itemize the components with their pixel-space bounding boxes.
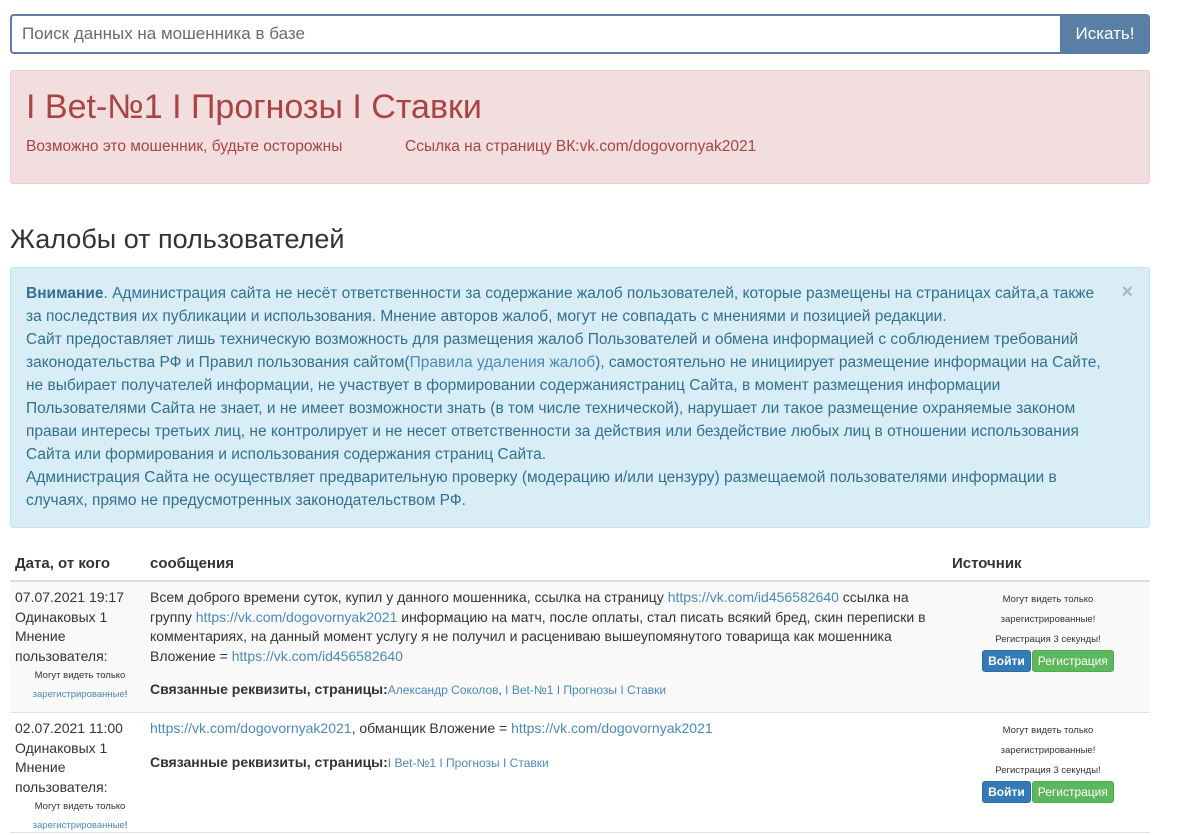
scam-warning: Возможно это мошенник, будьте осторожны <box>26 138 343 155</box>
notice-text-1: . Администрация сайта не несёт ответственности за содержание жалоб пользователей, которые размещены на страницах сайта,а также за последствия их публикации и использования. Мнение авторов жалоб, могут не совпадать с мнениями и позицией редакции. <box>26 285 1095 325</box>
row-meta <box>15 588 145 704</box>
linked-label: Связанные реквизиты, страницы: <box>150 681 388 697</box>
login-button[interactable]: Войти <box>982 650 1031 672</box>
notice-paragraph-1 <box>26 282 1109 328</box>
message-text <box>150 588 945 666</box>
login-button[interactable]: Войти <box>982 781 1031 803</box>
source-text: зарегистрированные! <box>1000 614 1096 625</box>
table-row <box>10 582 1150 713</box>
message-link[interactable]: https://vk.com/id456582640 <box>667 589 839 605</box>
notice-paragraph-2 <box>26 328 1109 466</box>
source-text: Могут видеть только <box>1002 725 1094 736</box>
table-header <box>10 548 1150 582</box>
notice-bold-lead: Внимание <box>26 285 104 302</box>
search-bar <box>10 14 1150 54</box>
row-source <box>982 590 1114 672</box>
registered-link[interactable]: зарегистрированные <box>32 689 125 700</box>
row-message <box>150 588 945 701</box>
row-hidden-notice <box>15 797 145 835</box>
row-source <box>982 721 1114 803</box>
row-date: 02.07.2021 11:00 <box>15 720 123 736</box>
header-messages: сообщения <box>150 555 234 572</box>
linked-link[interactable]: I Bet-№1 I Прогнозы I Ставки <box>505 683 667 697</box>
msg-part: ссылка на группу <box>150 589 909 625</box>
vk-link[interactable]: vk.com/dogovornyak2021 <box>579 138 757 155</box>
source-text: Регистрация 3 секунды! <box>995 634 1101 645</box>
complaints-table <box>10 548 1150 833</box>
hidden-text: Могут видеть только <box>34 801 126 812</box>
source-text: Могут видеть только <box>1002 594 1094 605</box>
linked-link[interactable]: Александр Соколов <box>387 683 499 697</box>
message-link[interactable]: https://vk.com/dogovornyak2021 <box>150 720 352 736</box>
search-button[interactable]: Искать! <box>1060 14 1150 54</box>
vk-label: Ссылка на страницу ВК: <box>405 138 580 155</box>
hidden-excl: ! <box>124 820 128 831</box>
register-button[interactable]: Регистрация <box>1032 650 1114 672</box>
source-text: зарегистрированные! <box>1000 745 1096 756</box>
message-link[interactable]: https://vk.com/id456582640 <box>231 647 403 664</box>
header-date: Дата, от кого <box>15 555 111 572</box>
close-icon[interactable]: × <box>1121 281 1133 303</box>
notice-text-2b: ), самостоятельно не инициирует размещение информации на Сайте, не выбирает получателей информации, не участвует в формировании содержаниястраниц Сайта, в момент размещения информации Пользователями Сайта не знает, и не имеет возможности знать (в том числе технической), нарушает ли такое размещение охраняемые законом праваи интересы третьих лиц, не контролирует и не несет ответственности за действия или бездействие любых лиц в отношении использования Сайта или формирования и использования содержания страниц Сайта. <box>26 354 1101 463</box>
linked-label: Связанные реквизиты, страницы: <box>150 753 388 770</box>
auth-buttons <box>982 781 1114 803</box>
linked-sep: , <box>498 683 506 697</box>
row-message <box>150 719 945 773</box>
section-title: Жалобы от пользователей <box>10 224 345 254</box>
notice-alert <box>10 267 1150 528</box>
message-link[interactable]: https://vk.com/dogovornyak2021 <box>511 720 713 736</box>
msg-part: Всем доброго времени суток, купил у данного мошенника, ссылка на страницу <box>150 589 668 605</box>
linked-link[interactable]: I Bet-№1 I Прогнозы I Ставки <box>387 755 549 770</box>
linked-details <box>150 753 945 774</box>
hidden-excl: ! <box>124 689 128 700</box>
vk-link-line <box>405 138 756 156</box>
removal-rules-link[interactable]: Правила удаления жалоб <box>409 354 596 371</box>
registered-link[interactable]: зарегистрированные <box>32 820 125 831</box>
msg-part: информацию на матч, после оплаты, стал писать всякий бред, скин переписки в комментариях, на данный момент услугу я не получил и расцениваю вышеупомянутого товарища как мошенника Вложение = <box>150 608 926 664</box>
row-hidden-notice <box>15 666 145 704</box>
row-same-count: Одинаковых 1 <box>15 739 108 756</box>
message-link[interactable]: https://vk.com/dogovornyak2021 <box>195 608 398 625</box>
notice-text-2a: Сайт предоставляет лишь техническую возможность для размещения жалоб Пользователей и обмена информацией с соблюдением требований законодательства РФ и Правил пользования сайтом( <box>26 331 1079 371</box>
profile-title: I Bet-№1 I Прогнозы I Ставки <box>26 88 482 126</box>
search-input[interactable] <box>10 14 1060 54</box>
table-row <box>10 713 1150 833</box>
header-source: Источник <box>952 555 1022 572</box>
message-text <box>150 719 945 739</box>
auth-buttons <box>982 650 1114 672</box>
msg-part: , обманщик Вложение = <box>351 720 512 736</box>
scammer-panel <box>10 70 1150 184</box>
row-opinion-label: Мнение пользователя: <box>15 759 108 795</box>
row-meta <box>15 719 145 835</box>
row-date: 07.07.2021 19:17 <box>15 589 124 605</box>
row-same-count: Одинаковых 1 <box>15 608 108 625</box>
source-text: Регистрация 3 секунды! <box>995 765 1101 776</box>
notice-paragraph-3: Администрация Сайта не осуществляет предварительную проверку (модерацию и/или цензуру) размещаемой пользователями информации в случаях, прямо не предусмотренных законодательством РФ. <box>26 469 1057 509</box>
hidden-text: Могут видеть только <box>34 670 126 681</box>
linked-details <box>150 680 945 701</box>
row-opinion-label: Мнение пользователя: <box>15 628 108 664</box>
register-button[interactable]: Регистрация <box>1032 781 1114 803</box>
